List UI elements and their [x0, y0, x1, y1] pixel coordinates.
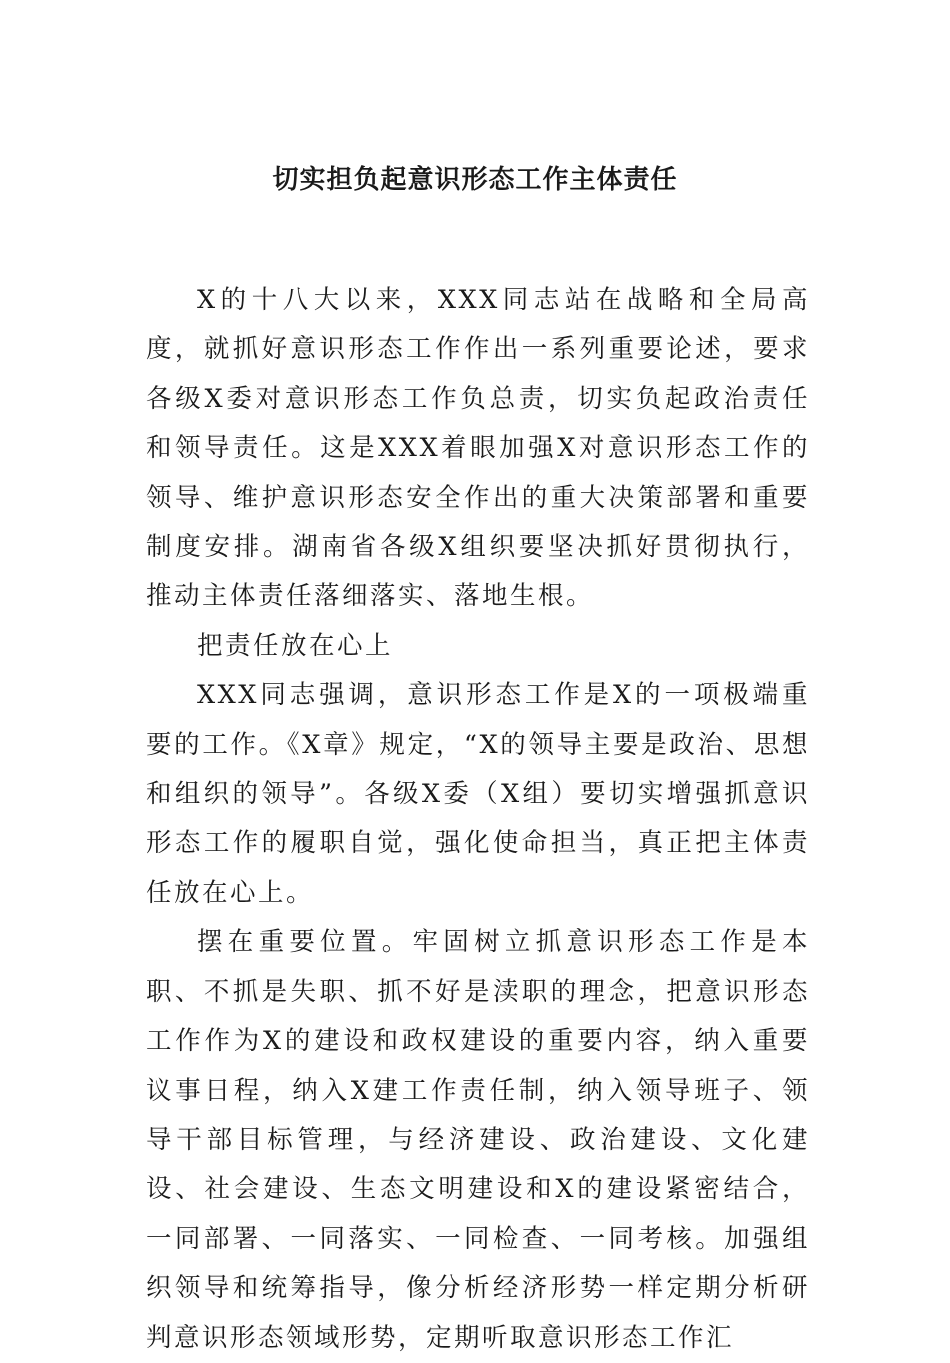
document-title: 切实担负起意识形态工作主体责任	[272, 165, 678, 195]
paragraph-intro: X的十八大以来，XXX同志站在战略和全局高度，就抓好意识形态工作作出一系列重要论述，要求各级X委对意识形态工作负总责，切实负起政治责任和领导责任。这是XXX着眼加强X对意识形态工作的领导、维护意识形态安全作出的重大决策部署和重要制度安排。湖南省各级X组织要坚决抓好贯彻执行，推动主体责任落细落实、落地生根。	[146, 285, 810, 612]
section-heading: 把责任放在心上	[197, 630, 394, 661]
paragraph-section-intro: XXX同志强调，意识形态工作是X的一项极端重要的工作。《X章》规定，“X的领导主要是政治、思想和组织的领导”。各级X委（X组）要切实增强抓意识形态工作的履职自觉，强化使命担当，真正把主体责任放在心上。	[146, 680, 810, 908]
paragraph-important-position: 摆在重要位置。牢固树立抓意识形态工作是本职、不抓是失职、抓不好是渎职的理念，把意识形态工作作为X的建设和政权建设的重要内容，纳入重要议事日程，纳入X建工作责任制，纳入领导班子、领导干部目标管理，与经济建设、政治建设、文化建设、社会建设、生态文明建设和X的建设紧密结合，一同部署、一同落实、一同检查、一同考核。加强组织领导和统筹指导，像分析经济形势一样定期分析研判意识形态领域形势，定期听取意识形态工作汇	[146, 927, 810, 1353]
document-body	[146, 276, 810, 1363]
